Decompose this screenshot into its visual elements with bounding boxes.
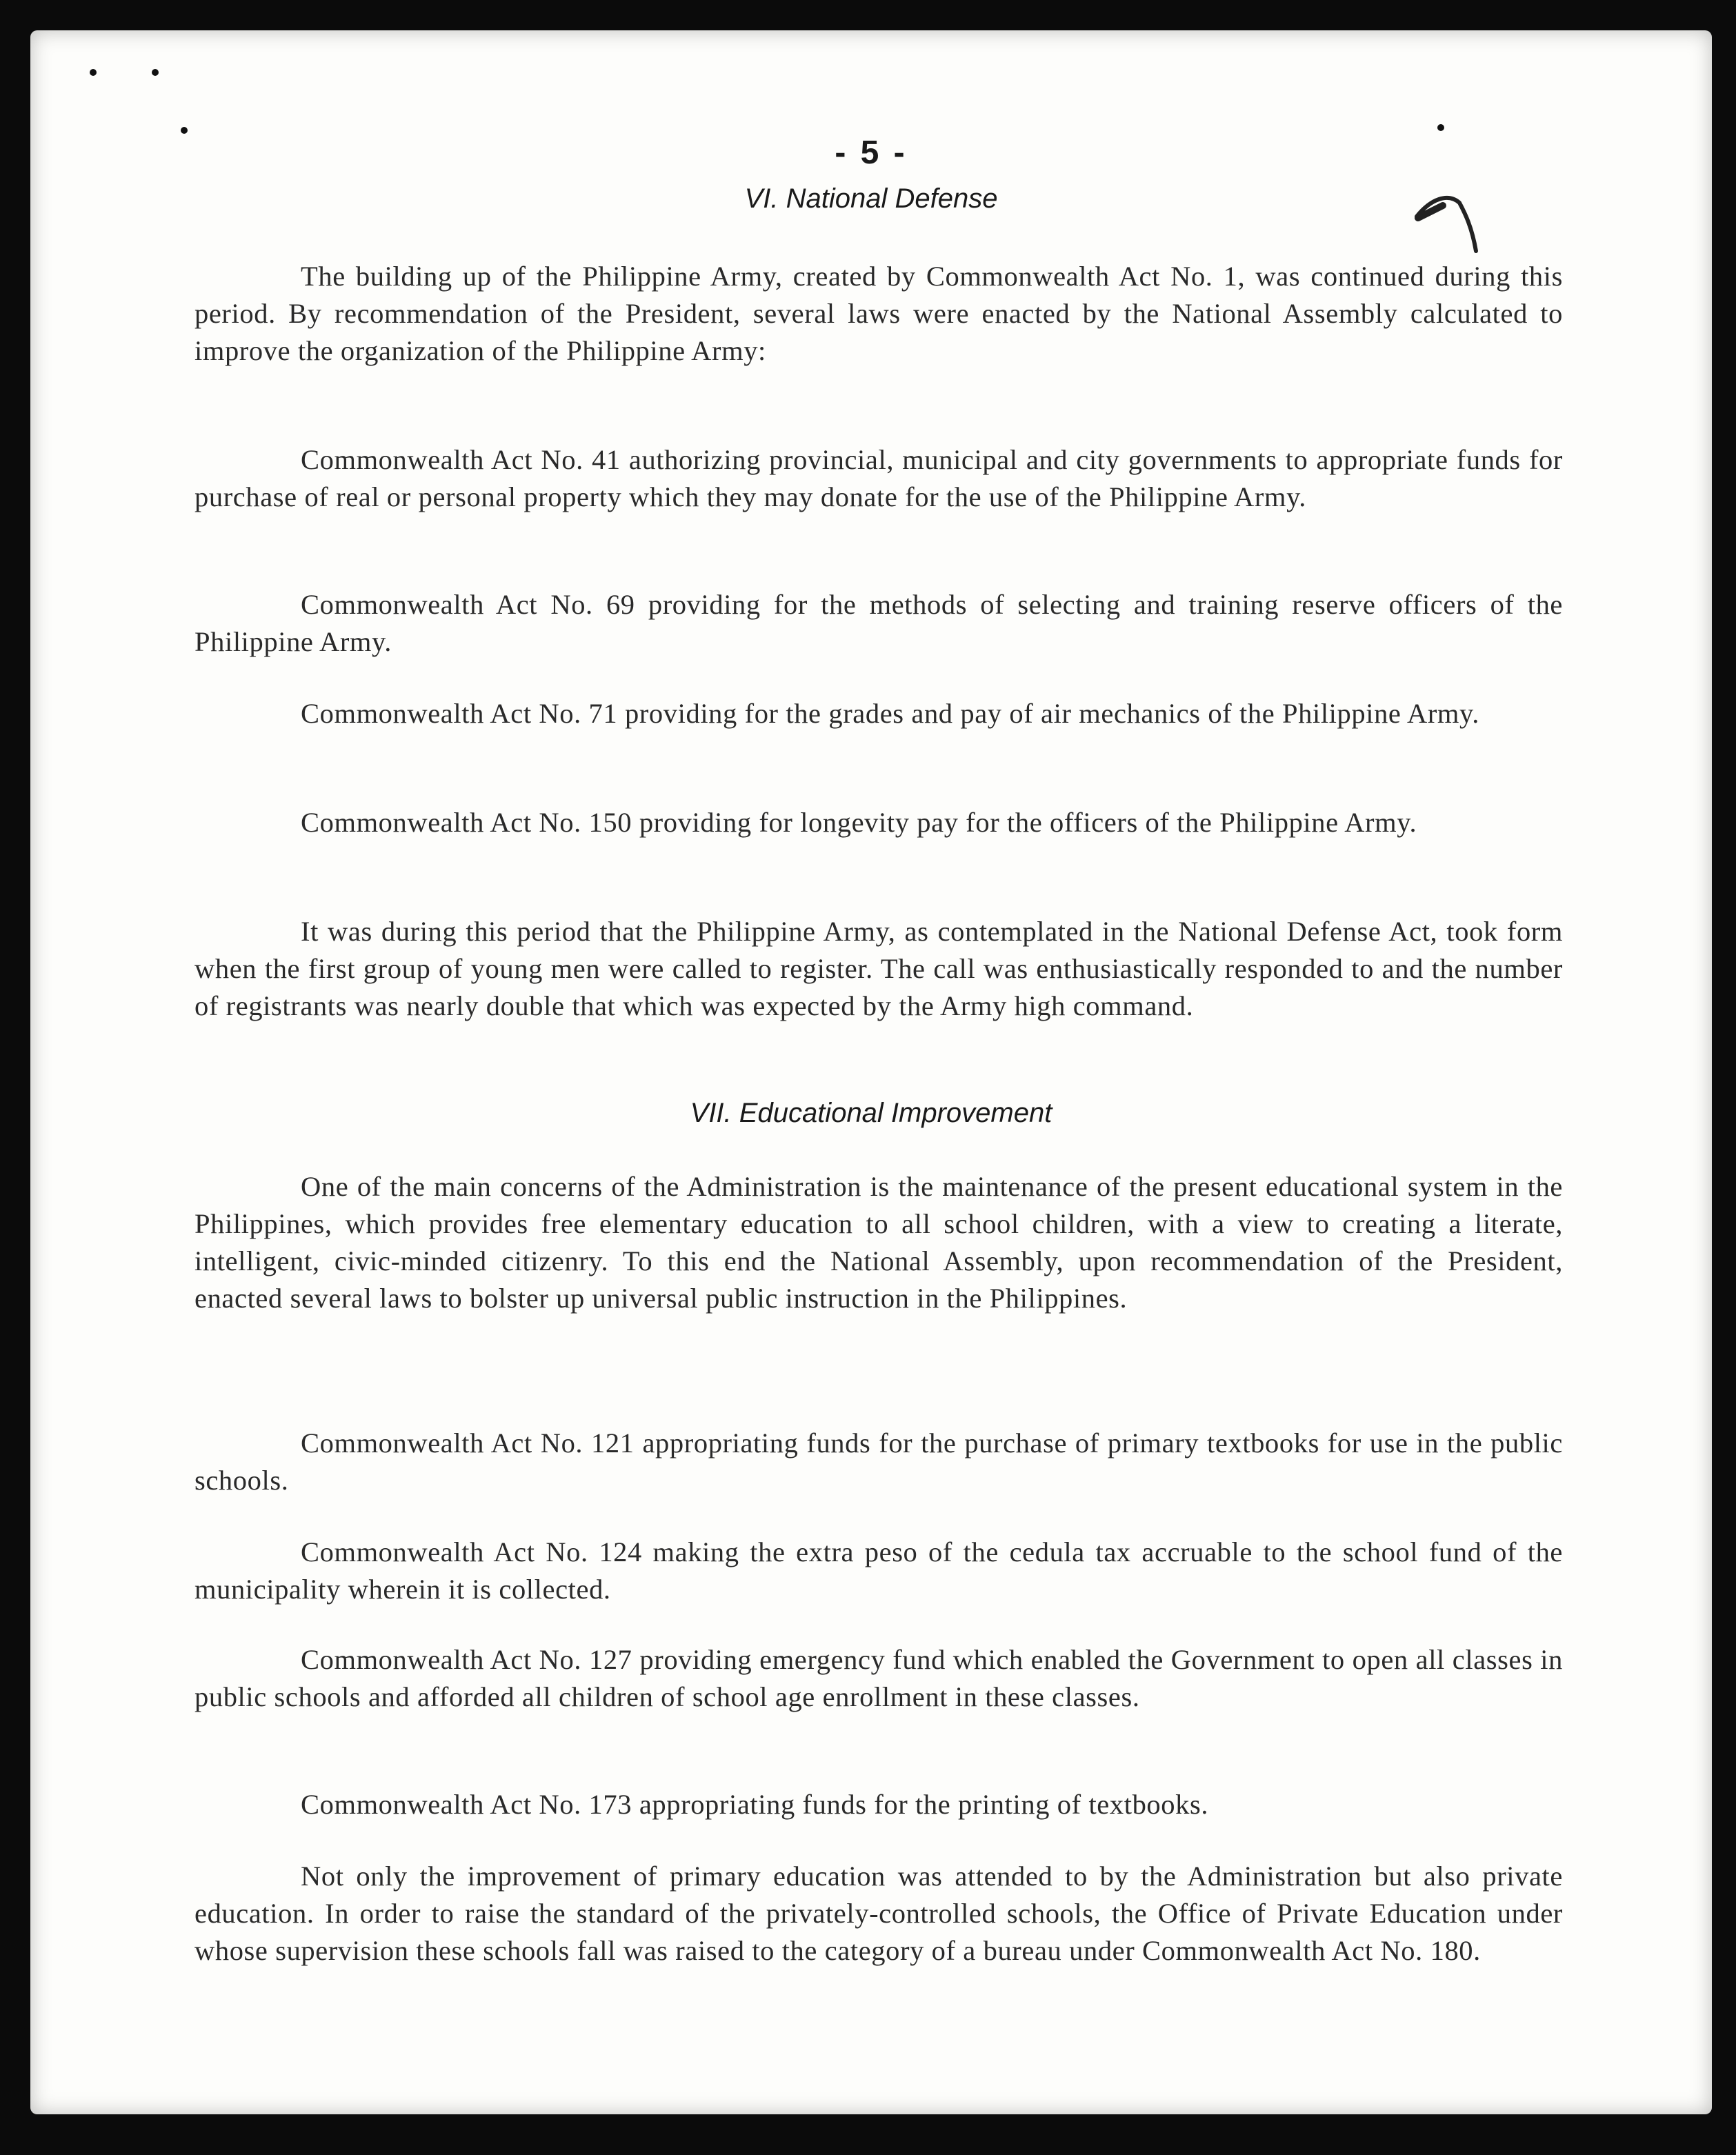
- document-page: [30, 30, 1712, 2114]
- section-heading-national-defense: VI. National Defense: [744, 183, 998, 214]
- page-number: - 5 -: [835, 134, 908, 171]
- ink-speck: [90, 69, 97, 76]
- paragraph: Commonwealth Act No. 150 providing for longevity pay for the officers of the Philippine Army.: [301, 807, 1417, 838]
- ink-speck: [152, 69, 159, 76]
- paragraph: The building up of the Philippine Army, created by Commonwealth Act No. 1, was continued during this period. By recommendation of the President, several laws were enacted by the National Assembly calculated to improve the organization of the Philippine Army:: [194, 261, 1563, 366]
- paragraph: It was during this period that the Philippine Army, as contemplated in the National Defense Act, took form when the first group of young men were called to register. The call was enthusiastically responded to and the number of registrants was nearly double that which was expected by the Army high command.: [194, 916, 1563, 1021]
- section-heading-educational-improvement: VII. Educational Improvement: [690, 1098, 1052, 1128]
- paragraph: Commonwealth Act No. 121 appropriating funds for the purchase of primary textbooks for use in the public schools.: [194, 1427, 1563, 1496]
- paragraph: Commonwealth Act No. 127 providing emergency fund which enabled the Government to open all classes in public schools and afforded all children of school age enrollment in these classes.: [194, 1644, 1563, 1712]
- paragraph: One of the main concerns of the Administration is the maintenance of the present educational system in the Philippines, which provides free elementary education to all school children, with a view to creating a literate, intelligent, civic-minded citizenry. To this end the National Assembly, upon recommendation of the President, enacted several laws to bolster up universal public instruction in the Philippines.: [194, 1171, 1563, 1314]
- paragraph: Commonwealth Act No. 71 providing for the grades and pay of air mechanics of the Philippine Army.: [301, 698, 1479, 729]
- paragraph: Commonwealth Act No. 124 making the extra peso of the cedula tax accruable to the school fund of the municipality wherein it is collected.: [194, 1536, 1563, 1605]
- paragraph: Commonwealth Act No. 41 authorizing provincial, municipal and city governments to appropriate funds for purchase of real or personal property which they may donate for the use of the Philippine Army.: [194, 444, 1563, 512]
- ink-speck: [181, 127, 188, 134]
- paragraph: Not only the improvement of primary education was attended to by the Administration but also private education. In order to raise the standard of the privately-controlled schools, the Office of Private Education under whose supervision these schools fall was raised to the category of a bureau under Commonwealth Act No. 180.: [194, 1861, 1563, 1966]
- paragraph: Commonwealth Act No. 69 providing for the methods of selecting and training reserve officers of the Philippine Army.: [194, 589, 1563, 657]
- paragraph: Commonwealth Act No. 173 appropriating funds for the printing of textbooks.: [301, 1789, 1209, 1820]
- ink-speck: [1437, 124, 1444, 131]
